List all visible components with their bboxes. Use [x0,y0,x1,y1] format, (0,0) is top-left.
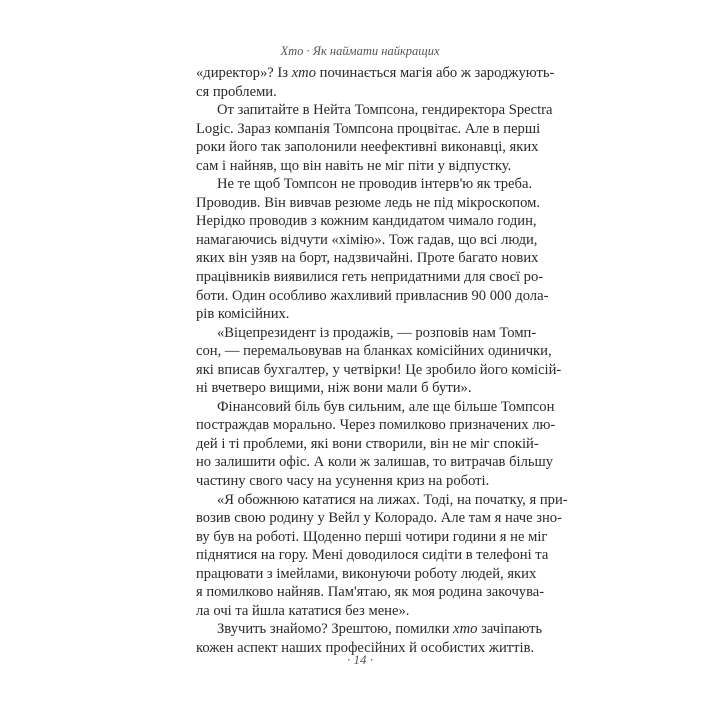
text-line: ні вчетверо вищими, ніж вони мали б бути». [196,380,472,397]
text-line: возив свою родину у Вейл у Колорадо. Але там я наче зно- [196,510,562,527]
text-line [196,620,543,639]
emphasis: хто [291,65,317,81]
text-line: працівників виявилися геть непридатними для своєї ро- [196,269,544,286]
text-line: намагаючись відчути «хімію». Тож гадав, що всі люди, [196,231,538,248]
text-line: працювати з імейлами, виконуючи роботу людей, яких [196,565,537,582]
text-line: рів комісійних. [196,306,290,323]
running-head: Хто · Як наймати найкращих [280,44,440,58]
page-number: · 14 · [347,652,373,667]
text-line: боти. Один особливо жахливий привласнив 90 000 дола- [196,287,549,304]
text-line: ся проблеми. [196,83,277,100]
text-line: Не те щоб Томпсон не проводив інтерв'ю як треба. [217,176,533,193]
text-line: но залишити офіс. А коли ж залишав, то витрачав більшу [196,454,554,471]
text-line: кожен аспект наших професійних й особистих життів. [196,639,535,656]
text-line: От запитайте в Нейта Томпсона, гендиректора Spectra [217,102,553,119]
text-run: Звучить знайомо? Зрештою, помилки [217,621,454,638]
text-line: «Віцепрезидент із продажів, — розповів нам Томп- [217,324,537,341]
text-line: дей і ті проблеми, які вони створили, він не міг спокій- [196,435,539,452]
text-line: частину свого часу на усунення криз на роботі. [196,473,490,490]
text-line: роки його так заполонили неефективні виконавці, яких [196,139,539,156]
body-text [196,64,568,658]
text-line [196,64,555,83]
text-run: «директор»? Із [196,65,292,81]
text-line: «Я обожнюю кататися на лижах. Тоді, на початку, я при- [217,491,568,508]
emphasis: хто [453,621,478,638]
text-line: Logic. Зараз компанія Томпсона процвітає. Але в перші [196,120,541,137]
text-line: я помилково найняв. Пам'ятаю, як моя родина закочува- [196,584,545,601]
text-line: яких він узяв на борт, надзвичайні. Проте багато нових [196,250,539,267]
text-line: піднятися на гору. Мені доводилося сидіти в телефоні та [196,547,549,564]
text-run: зачіпають [477,621,543,638]
text-line: сам і найняв, що він навіть не міг піти у відпустку. [196,157,512,174]
text-line: ла очі та йшла кататися без мене». [196,602,410,619]
text-line: Проводив. Він вивчав резюме ледь не під мікроскопом. [196,194,540,211]
text-line: Фінансовий біль був сильним, але ще більше Томпсон [217,398,555,415]
text-line: сон, — перемальовував на бланках комісійних одинички, [196,343,552,360]
text-line: постраждав морально. Через помилково призначених лю- [196,417,556,434]
text-line: які вписав бухгалтер, у четвірки! Це зробило його комісій- [196,361,562,378]
text-line: ву був на роботі. Щоденно перші чотири години я не міг [196,528,548,545]
text-run: починається магія або ж зароджують- [316,65,555,81]
text-line: Нерідко проводив з кожним кандидатом чимало годин, [196,213,537,230]
